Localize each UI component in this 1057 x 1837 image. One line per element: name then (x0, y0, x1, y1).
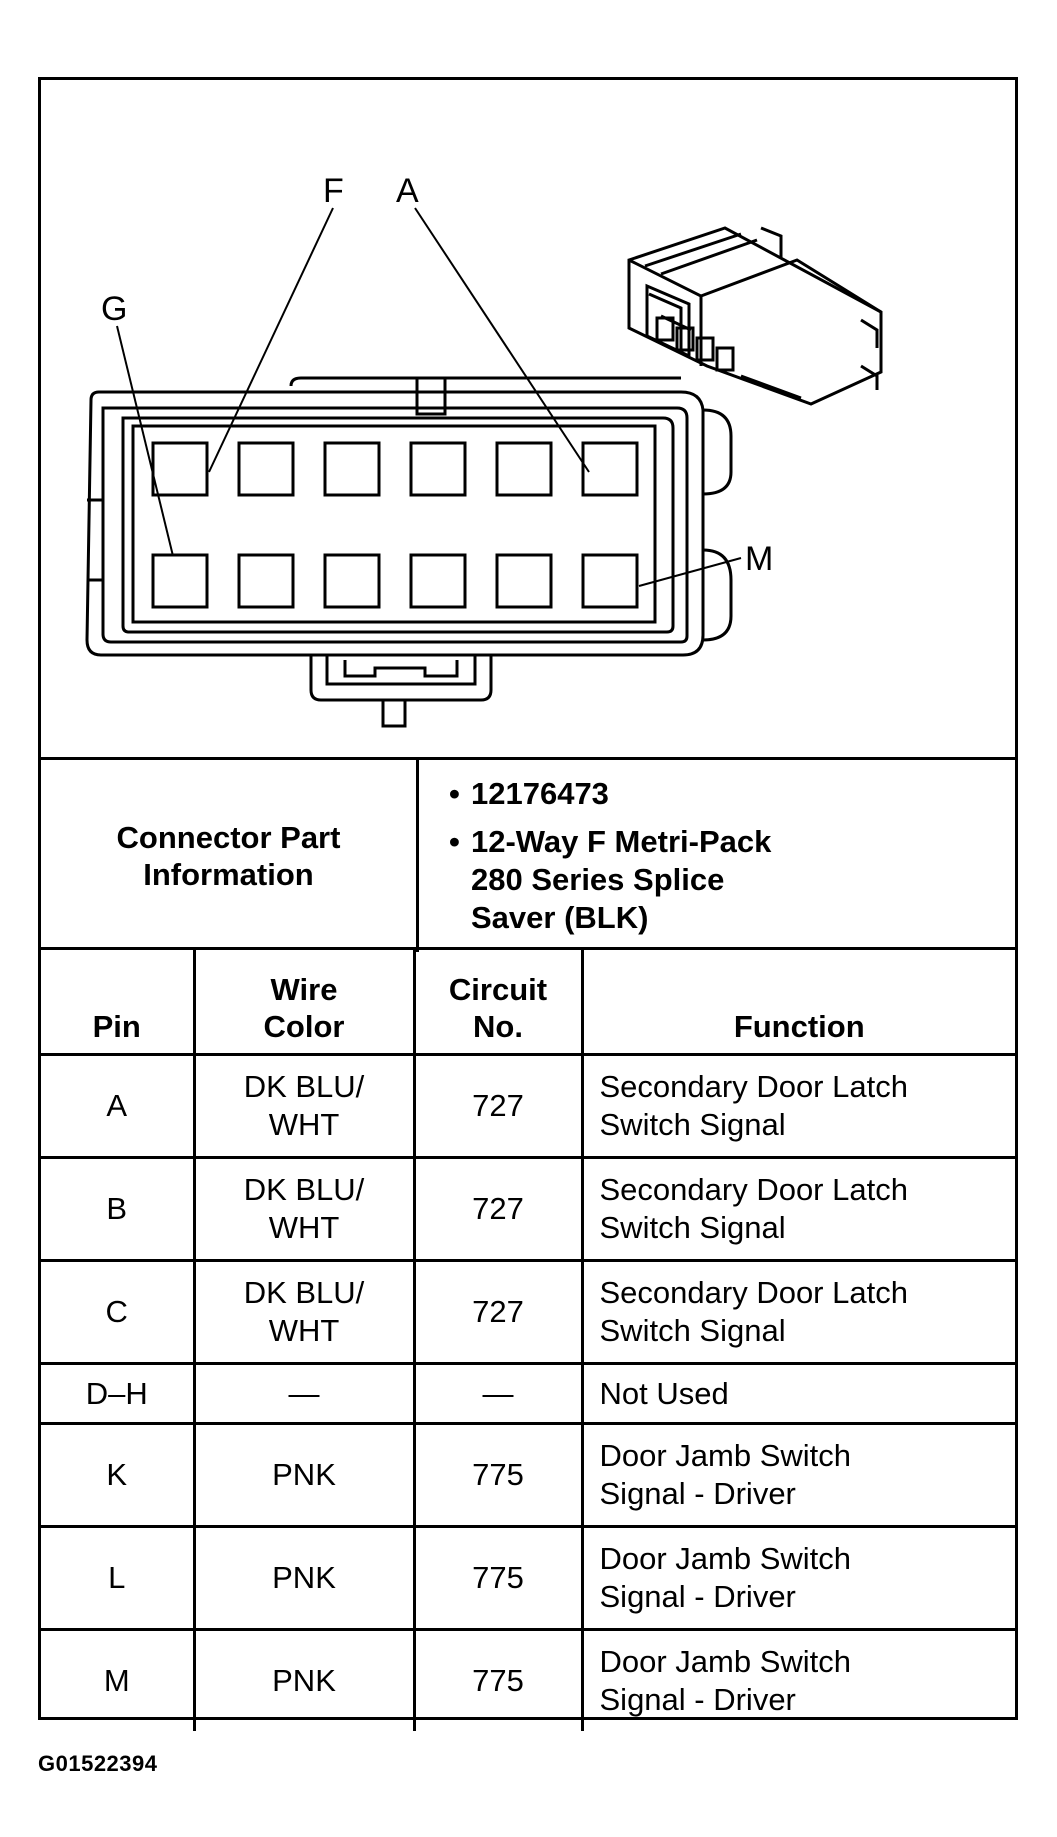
connector-face-diagram (41, 80, 1015, 757)
header-function: Function (582, 949, 1015, 1055)
header-circuit-no: Circuit No. (414, 949, 582, 1055)
part-number-item: • 12176473 (449, 776, 609, 811)
connector-part-info-table (41, 757, 1015, 952)
table-row: D–H — — Not Used (41, 1364, 1015, 1424)
table-row: K PNK 775 Door Jamb Switch Signal - Driver (41, 1424, 1015, 1527)
connector-figure-frame (38, 77, 1018, 1720)
pin-table (41, 947, 1015, 1731)
connector-face-svg (41, 80, 1015, 757)
callout-a: A (396, 172, 419, 210)
figure-code: G01522394 (38, 1751, 158, 1776)
header-pin: Pin (41, 949, 194, 1055)
table-row: B DK BLU/ WHT 727 Secondary Door Latch Switch Signal (41, 1158, 1015, 1261)
callout-g: G (101, 290, 128, 328)
connector-part-info-label: Connector Part Information (41, 759, 418, 953)
table-row: L PNK 775 Door Jamb Switch Signal - Driver (41, 1527, 1015, 1630)
table-row: M PNK 775 Door Jamb Switch Signal - Driver (41, 1630, 1015, 1732)
callout-f: F (323, 172, 344, 210)
callout-m: M (745, 540, 774, 578)
header-wire-color: Wire Color (194, 949, 414, 1055)
bullet-icon: • (449, 824, 460, 859)
bullet-icon: • (449, 776, 460, 811)
connector-type-item: • 12-Way F Metri-Pack 280 Series Splice Saver (BLK) (449, 824, 772, 935)
table-row: A DK BLU/ WHT 727 Secondary Door Latch Switch Signal (41, 1055, 1015, 1158)
pin-cavities (153, 443, 637, 607)
connector-part-info-values (418, 759, 1016, 953)
table-row: C DK BLU/ WHT 727 Secondary Door Latch Switch Signal (41, 1261, 1015, 1364)
connector-housing (87, 378, 731, 726)
